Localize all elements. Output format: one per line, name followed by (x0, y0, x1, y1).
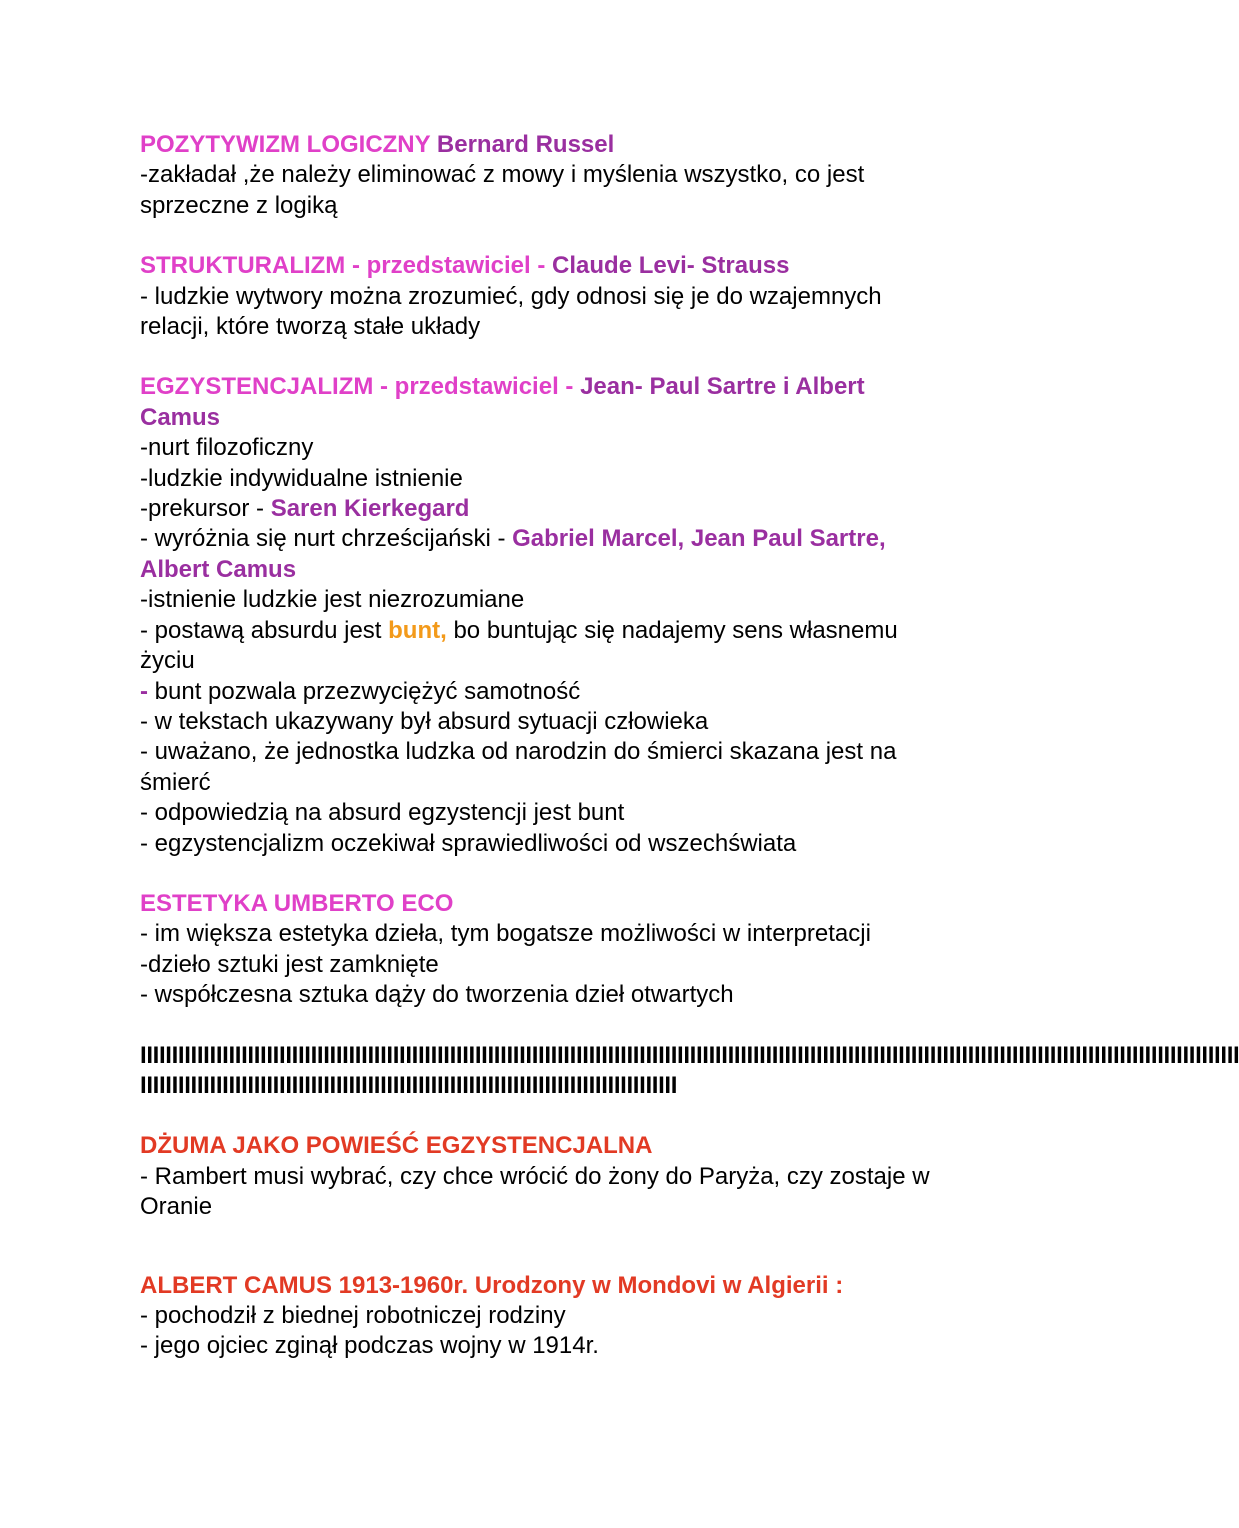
heading-term: EGZYSTENCJALIZM - przedstawiciel - (140, 373, 574, 401)
heading-person: Bernard Russel (436, 131, 615, 158)
body-line: - egzystencjalizm oczekiwał sprawiedliwości od wszechświata (140, 829, 797, 857)
body-line: - ludzkie wytwory można zrozumieć, gdy odnosi się je do wzajemnych relacji, które tworzą stałe układy (140, 282, 882, 341)
heading-term: POZYTYWIZM LOGICZNY (140, 131, 431, 158)
section-heading: DŻUMA JAKO POWIEŚĆ EGZYSTENCJALNA (140, 1132, 653, 1160)
body-line: -ludzkie indywidualne istnienie (140, 464, 463, 492)
section-strukturalizm (140, 251, 940, 342)
body-line: - jego ojciec zginął podczas wojny w 1914r. (140, 1332, 599, 1360)
person-name: Saren Kierkegard (270, 495, 470, 523)
body-line (140, 494, 940, 524)
line-suffix: bo buntując się nadajemy sens własnemu życiu (140, 616, 898, 675)
section-heading: ALBERT CAMUS 1913-1960r. Urodzony w Mondovi w Algierii : (140, 1271, 844, 1299)
body-line: -istnienie ludzkie jest niezrozumiane (140, 586, 525, 614)
highlight-term: bunt, (388, 616, 447, 644)
body-line: - odpowiedzią na absurd egzystencji jest bunt (140, 799, 625, 827)
line-prefix: - postawą absurdu jest (140, 616, 389, 644)
body-line: - uważano, że jednostka ludzka od narodzin do śmierci skazana jest na śmierć (140, 738, 897, 796)
section-pozytywizm (140, 130, 940, 221)
line-prefix: - wyróżnia się nurt chrześcijański - (140, 525, 513, 553)
section-heading: ESTETYKA UMBERTO ECO (140, 889, 454, 917)
body-line: - współczesna sztuka dąży do tworzenia dzieł otwartych (140, 981, 734, 1009)
body-line: -dzieło sztuki jest zamknięte (140, 950, 439, 978)
colored-dash: - (140, 677, 148, 705)
section-camus (140, 1271, 940, 1362)
body-line: - w tekstach ukazywany był absurd sytuacji człowieka (140, 707, 709, 735)
body-line (140, 677, 940, 707)
section-heading (140, 130, 940, 160)
separator-row: IIIIIIIIIIIIIIIIIIIIIIIIIIIIIIIIIIIIIIIIIIIIIIIIIIIIIIIIIIIIIIIIIIIIIIIIIIIIIIIIIIIIIIIIIIIIIIIIIIIIIIIIIIIIIIIIIIIIIIIIIIIIIIIIIIIIIIIIIIIIIIIIIIIIIIIIIIIIIIIIIIIIIIIIIIIIII (140, 1041, 1239, 1069)
heading-term: STRUKTURALIZM - przedstawiciel - (140, 252, 546, 280)
heading-person: Jean- Paul Sartre i Albert Camus (140, 373, 865, 431)
line-text: bunt pozwala przezwyciężyć samotność (148, 677, 581, 705)
document-page (140, 130, 1239, 1392)
section-dzuma (140, 1131, 940, 1222)
separator-row: IIIIIIIIIIIIIIIIIIIIIIIIIIIIIIIIIIIIIIIIIIIIIIIIIIIIIIIIIIIIIIIIIIIIIIIIIIIIIIIIIIIII (140, 1071, 678, 1099)
body-line: - pochodził z biednej robotniczej rodziny (140, 1302, 566, 1329)
body-line (140, 616, 940, 677)
person-names: Gabriel Marcel, Jean Paul Sartre, Albert Camus (140, 525, 886, 583)
section-heading (140, 372, 940, 433)
body-line: - im większa estetyka dzieła, tym bogatsze możliwości w interpretacji (140, 920, 871, 948)
separator-bars (140, 1041, 1239, 1102)
section-egzystencjalizm (140, 372, 940, 859)
body-line: -zakładał ,że należy eliminować z mowy i myślenia wszystko, co jest sprzeczne z logiką (140, 161, 865, 219)
line-prefix: -prekursor - (140, 495, 271, 523)
section-heading (140, 251, 940, 281)
section-estetyka (140, 889, 940, 1011)
body-line (140, 524, 940, 585)
body-line: - Rambert musi wybrać, czy chce wrócić do żony do Paryża, czy zostaje w Oranie (140, 1162, 930, 1221)
body-line: -nurt filozoficzny (140, 434, 314, 462)
heading-person: Claude Levi- Strauss (552, 252, 790, 280)
